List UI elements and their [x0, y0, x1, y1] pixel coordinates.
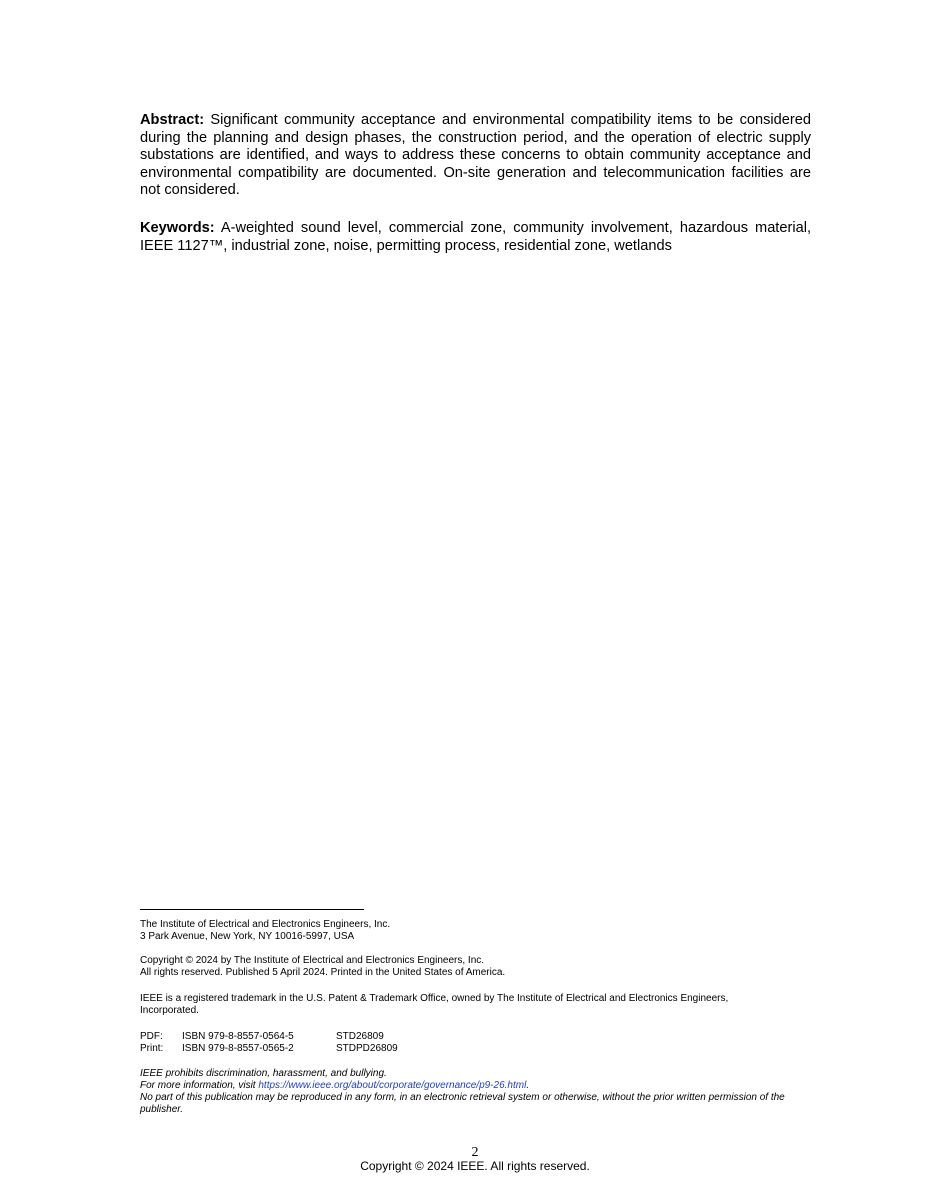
publisher-address: 3 Park Avenue, New York, NY 10016-5997, USA — [140, 931, 355, 942]
governance-link[interactable]: https://www.ieee.org/about/corporate/governance/p9-26.html — [258, 1080, 527, 1091]
notice-link-prefix: For more information, visit — [140, 1080, 259, 1091]
abstract-paragraph — [140, 112, 811, 200]
notice-line-2 — [140, 1080, 815, 1092]
isbn-format: PDF: — [140, 1031, 163, 1042]
footnote-divider — [140, 909, 364, 910]
notice-link-suffix: . — [526, 1080, 530, 1091]
keywords-label: Keywords: — [140, 220, 215, 236]
keywords-text: A-weighted sound level, commercial zone, community involvement, hazardous material, IEEE 1127™, industrial zone, noise, permitting process, residential zone, wetlands — [140, 220, 811, 254]
notice-line-1: IEEE prohibits discrimination, harassment, and bullying. — [140, 1068, 387, 1079]
isbn-row-pdf — [140, 1031, 811, 1043]
copyright-block — [140, 955, 811, 979]
isbn-std: STD26809 — [336, 1031, 384, 1042]
isbn-row-print — [140, 1043, 811, 1055]
legal-notice — [140, 1068, 815, 1116]
trademark-notice: IEEE is a registered trademark in the U.S. Patent & Trademark Office, owned by The Institute of Electrical and Electronics Engineers, Incorporated. — [140, 993, 729, 1016]
isbn-std: STDPD26809 — [336, 1043, 398, 1054]
isbn-number: ISBN 979-8-8557-0565-2 — [182, 1043, 294, 1054]
abstract-label: Abstract: — [140, 112, 205, 128]
isbn-table — [140, 1031, 811, 1055]
isbn-format: Print: — [140, 1043, 164, 1054]
abstract-text: Significant community acceptance and environmental compatibility items to be considered during the planning and design phases, the construction period, and the operation of electric supply substations are identified, and ways to address these concerns to obtain community acceptance and environmental compatibility are documented. On-site generation and telecommunication facilities are not considered. — [140, 112, 811, 199]
notice-line-3: No part of this publication may be reproduced in any form, in an electronic retrieval system or otherwise, without the prior written permission of the publisher. — [140, 1092, 785, 1115]
copyright-line-2: All rights reserved. Published 5 April 2024. Printed in the United States of America. — [140, 967, 506, 978]
publisher-name: The Institute of Electrical and Electronics Engineers, Inc. — [140, 919, 391, 930]
publisher-info — [140, 919, 811, 943]
keywords-paragraph — [140, 220, 811, 255]
copyright-line-1: Copyright © 2024 by The Institute of Electrical and Electronics Engineers, Inc. — [140, 955, 485, 966]
page-number: 2 — [471, 1145, 479, 1160]
isbn-number: ISBN 979-8-8557-0564-5 — [182, 1031, 294, 1042]
page-footer: Copyright © 2024 IEEE. All rights reserved. — [360, 1159, 590, 1173]
